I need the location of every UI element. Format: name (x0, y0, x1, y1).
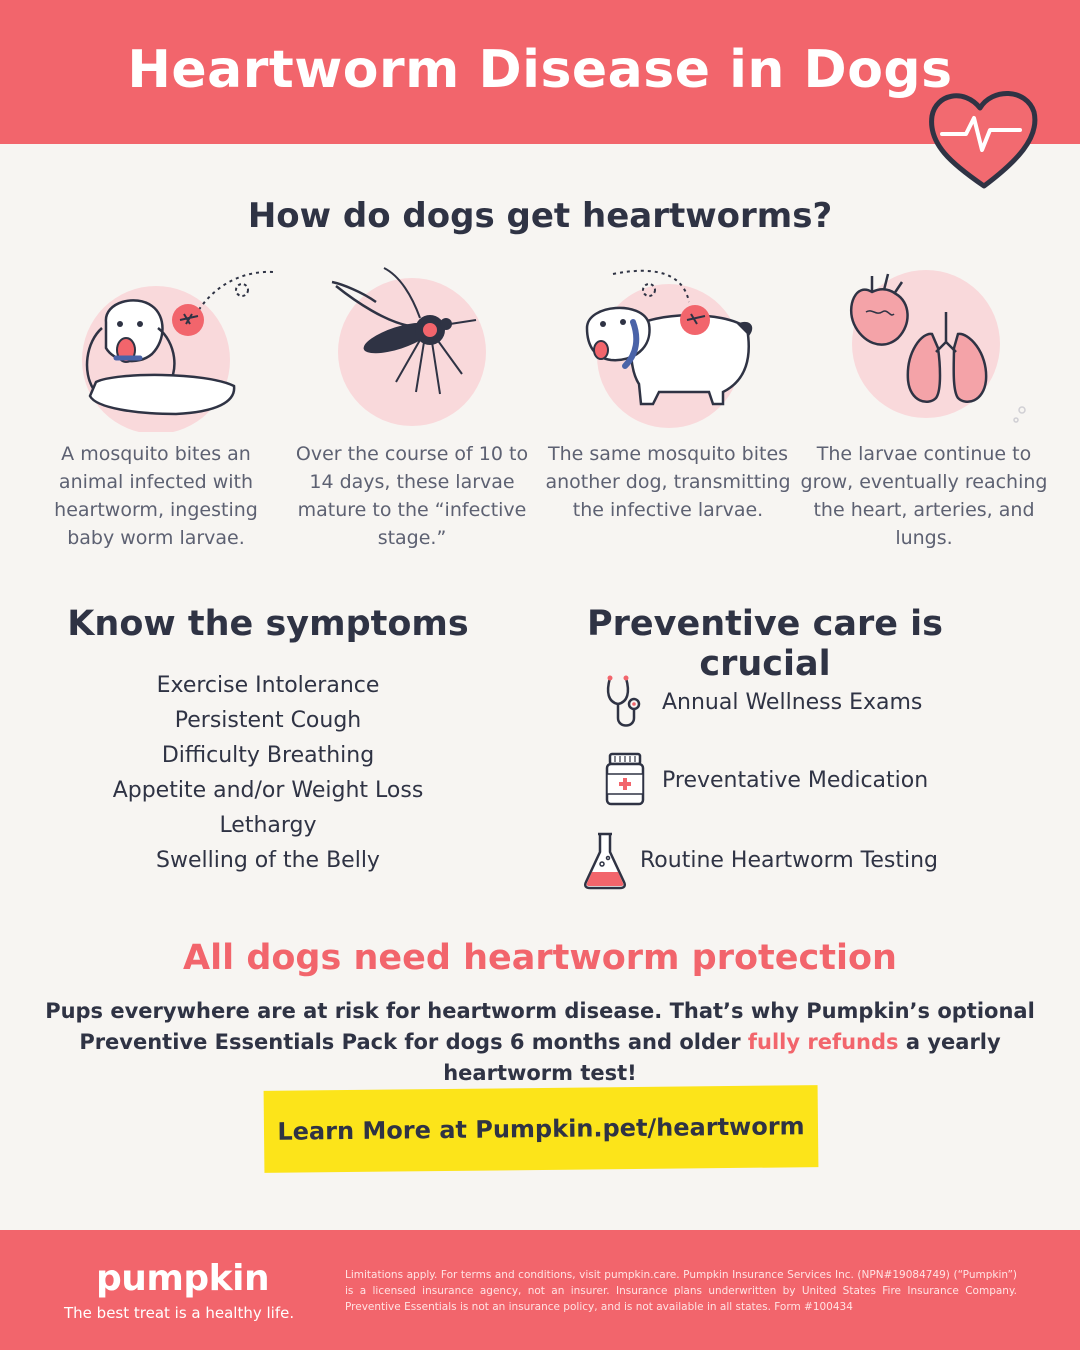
symptom-item: Swelling of the Belly (156, 848, 380, 873)
footer-tagline: The best treat is a healthy life. (64, 1304, 295, 1322)
protection-body (40, 996, 1040, 1089)
symptom-item: Exercise Intolerance (156, 673, 380, 698)
stethoscope-icon (602, 672, 652, 732)
step-2-text: Over the course of 10 to 14 days, these larvae mature to the “infective stage.” (295, 443, 529, 549)
pumpkin-logo: pumpkin (96, 1258, 270, 1299)
symptom-item: Appetite and/or Weight Loss (112, 778, 424, 803)
step-4-text: The larvae continue to grow, eventually reaching the heart, arteries, and lungs. (800, 443, 1048, 549)
protection-highlight: fully refunds (747, 1030, 899, 1054)
preventive-section-title: Preventive care is crucial (587, 604, 943, 684)
protection-title: All dogs need heartworm protection (183, 938, 897, 978)
legal-disclaimer: Limitations apply. For terms and conditions, visit pumpkin.care. Pumpkin Insurance Services Inc. (NPN#19084749) (“Pumpkin”) is a licensed insurance agency, not an insurer. Insurance plans underwritten by United States Fire Insurance Company. Preventive Essentials is not an insurance policy, and is not available in all states. Form #100434 (345, 1269, 1017, 1313)
symptom-item: Lethargy (219, 813, 317, 838)
mosquito-icon (316, 262, 536, 432)
preventive-item-testing (580, 830, 938, 890)
preventive-label: Annual Wellness Exams (662, 689, 923, 715)
how-section-title: How do dogs get heartworms? (247, 196, 833, 236)
flask-icon (580, 830, 630, 890)
step-3-text: The same mosquito bites another dog, transmitting the infective larvae. (545, 443, 791, 521)
heart-lungs-icon (832, 262, 1052, 432)
symptom-item: Persistent Cough (174, 708, 362, 733)
protection-body-text-end: a yearly heartworm test! (443, 1030, 1001, 1085)
step-1-text: A mosquito bites an animal infected with heartworm, ingesting baby worm larvae. (54, 443, 258, 549)
symptom-item: Difficulty Breathing (161, 743, 375, 768)
preventive-item-medication (602, 750, 928, 810)
infected-dog-icon (66, 262, 286, 432)
preventive-label: Preventative Medication (662, 767, 929, 793)
symptom-list (60, 668, 476, 878)
page-title: Heartworm Disease in Dogs (127, 40, 953, 100)
medicine-bottle-icon (602, 750, 652, 810)
symptoms-section-title: Know the symptoms (67, 604, 469, 644)
preventive-item-exams (602, 672, 922, 732)
protection-body-text: Pups everywhere are at risk for heartworm disease. That’s why Pumpkin’s optional Preventive Essentials Pack for dogs 6 months and older (45, 999, 1035, 1054)
heartbeat-heart-icon (922, 82, 1046, 194)
learn-more-button[interactable]: Learn More at Pumpkin.pet/heartworm (264, 1085, 819, 1173)
preventive-label: Routine Heartworm Testing (640, 847, 939, 873)
bulldog-icon (573, 262, 793, 432)
